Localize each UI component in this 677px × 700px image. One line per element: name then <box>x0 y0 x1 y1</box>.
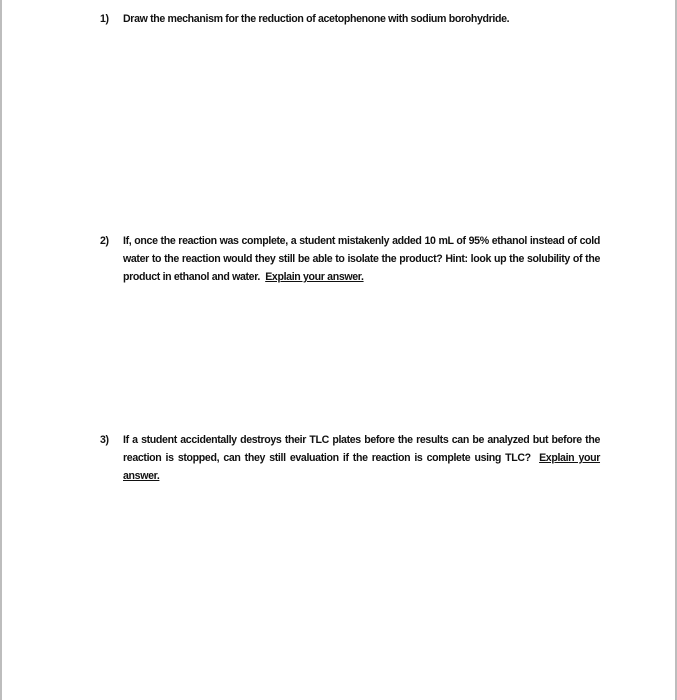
question-number: 3) <box>100 434 109 446</box>
question-body: If, once the reaction was complete, a student mistakenly added 10 mL of 95% ethanol instead of cold water to the reaction would they still be able to isolate the product? Hint: look up the solubility of the product in ethanol and water. <box>123 235 600 283</box>
question-number: 2) <box>100 235 109 247</box>
question-body: If a student accidentally destroys their TLC plates before the results can be analyzed but before the reaction is stopped, can they still evaluation if the reaction is complete using TLC? <box>123 434 600 464</box>
question-text <box>123 431 600 485</box>
explain-answer-prompt: Explain your answer. <box>265 271 364 283</box>
question-number: 1) <box>100 13 109 25</box>
explain-answer-prompt: Explain your answer. <box>123 452 601 482</box>
question-body: Draw the mechanism for the reduction of acetophenone with sodium borohydride. <box>123 13 510 25</box>
question-text <box>123 232 600 286</box>
question-text <box>123 10 600 28</box>
